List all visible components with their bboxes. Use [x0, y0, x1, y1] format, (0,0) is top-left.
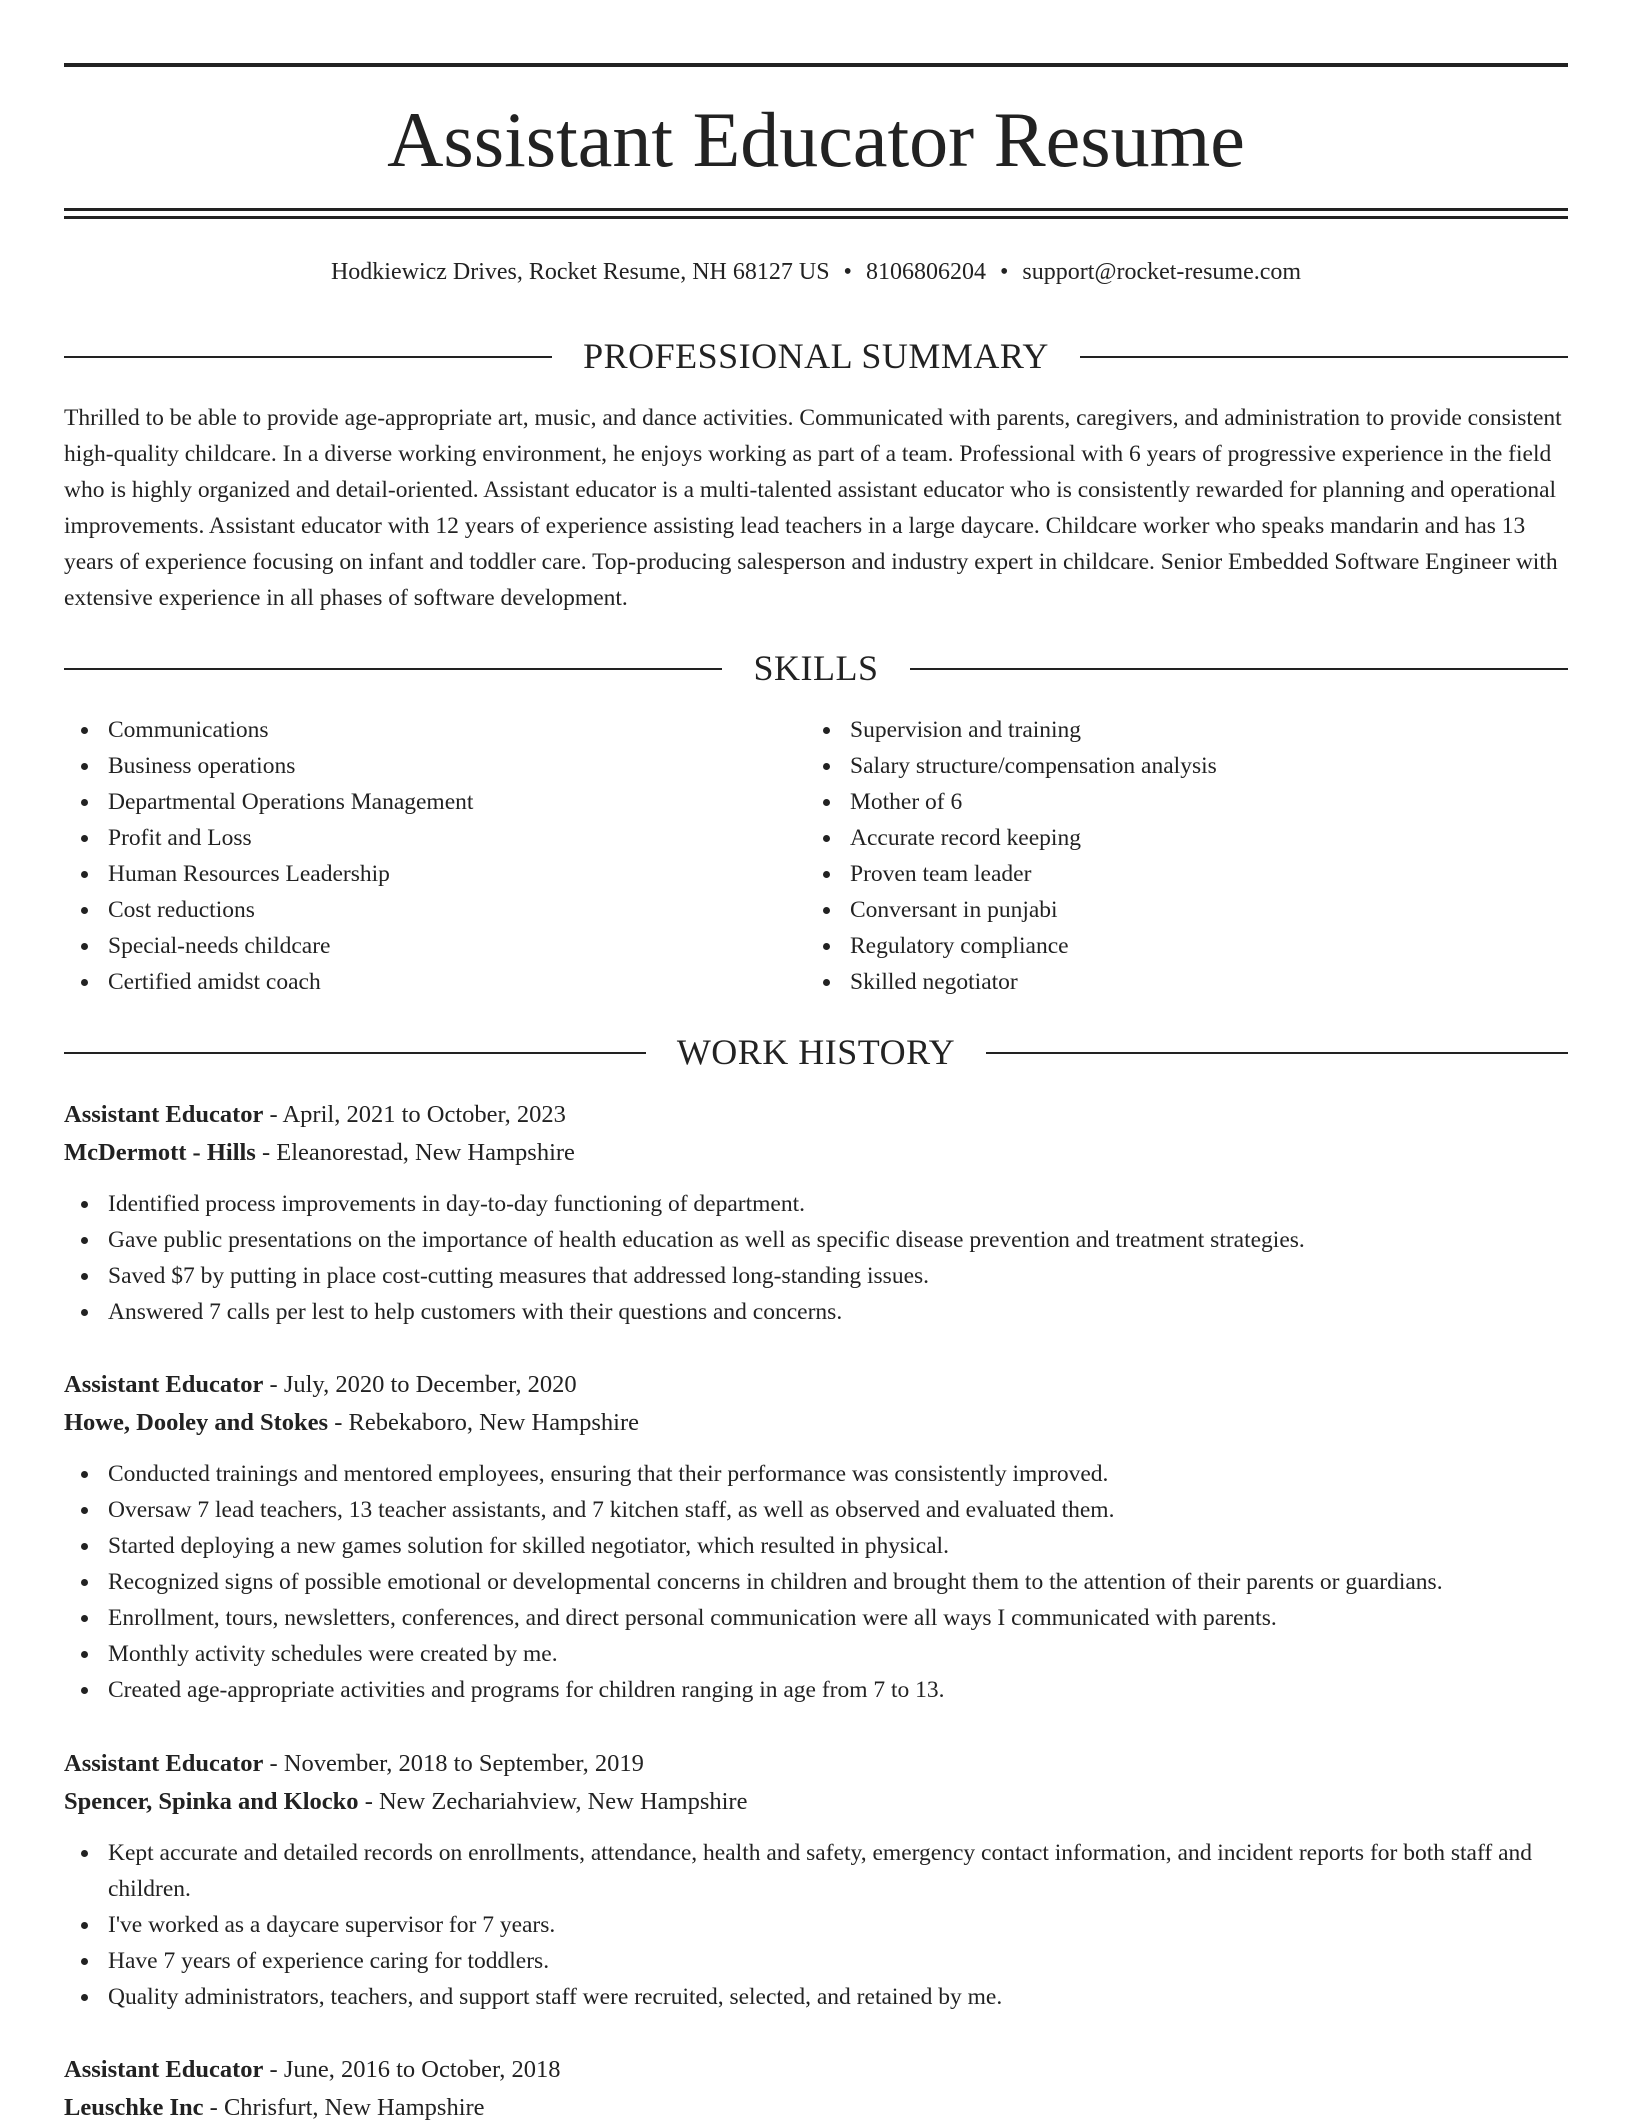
job-bullet: Created age-appropriate activities and programs for children ranging in age from 7 to 13. [108, 1672, 1568, 1708]
job-title-line [64, 1366, 1568, 1404]
job-company-line [64, 1783, 1568, 1821]
job-company-line [64, 2089, 1568, 2127]
job-dates: - July, 2020 to December, 2020 [263, 1371, 577, 1398]
job-bullet: Have 7 years of experience caring for toddlers. [108, 1943, 1568, 1979]
job-location: - Chrisfurt, New Hampshire [203, 2094, 485, 2121]
skill-item: Business operations [108, 748, 808, 784]
job-bullets [64, 1456, 1568, 1708]
contact-line [64, 254, 1568, 290]
section-title-work: WORK HISTORY [676, 1032, 956, 1072]
job-dates: - April, 2021 to October, 2023 [263, 1101, 566, 1128]
job-bullets [64, 1186, 1568, 1330]
contact-separator: • [843, 259, 852, 285]
job-bullet: Identified process improvements in day-to-day functioning of department. [108, 1186, 1568, 1222]
skill-item: Conversant in punjabi [850, 892, 1550, 928]
contact-separator: • [999, 259, 1009, 285]
contact-email: support@rocket-resume.com [1022, 259, 1302, 285]
skill-item: Communications [108, 712, 808, 748]
job-location: - Rebekaboro, New Hampshire [328, 1409, 639, 1436]
job-dates: - November, 2018 to September, 2019 [263, 1750, 644, 1777]
skill-item: Proven team leader [850, 856, 1550, 892]
job-dates: - June, 2016 to October, 2018 [263, 2056, 561, 2083]
job-title: Assistant Educator [64, 1101, 264, 1128]
skill-item: Salary structure/compensation analysis [850, 748, 1550, 784]
section-title-summary: PROFESSIONAL SUMMARY [583, 336, 1049, 376]
contact-address: Hodkiewicz Drives, Rocket Resume, NH 68127 US [330, 259, 830, 285]
job-bullet: Enrollment, tours, newsletters, conferences, and direct personal communication were all ways I communicated with parents. [108, 1600, 1568, 1636]
title-rule-lower [64, 216, 1568, 219]
job-title: Assistant Educator [64, 1371, 264, 1398]
job-entry [64, 1366, 1568, 1708]
skill-item: Human Resources Leadership [108, 856, 808, 892]
job-bullet: Gave public presentations on the importance of health education as well as specific disease prevention and treatment strategies. [108, 1222, 1568, 1258]
job-entry [64, 1745, 1568, 2015]
skills-list-left [64, 712, 808, 1000]
summary-text: Thrilled to be able to provide age-appropriate art, music, and dance activities. Communicated with parents, caregivers, and administration to provide consistent high-quality childcare. In a diverse working environment, he enjoys working as part of a team. Professional with 6 years of progressive experience in the field who is highly organized and detail-oriented. Assistant educator is a multi-talented assistant educator who is consistently rewarded for planning and operational improvements. Assistant educator with 12 years of experience assisting lead teachers in a large daycare. Childcare worker who speaks mandarin and has 13 years of experience focusing on infant and toddler care. Top-producing salesperson and industry expert in childcare. Senior Embedded Software Engineer with extensive experience in all phases of software development. [64, 405, 1562, 611]
skill-item: Cost reductions [108, 892, 808, 928]
job-bullet: Recognized signs of possible emotional or developmental concerns in children and brought them to the attention of their parents or guardians. [108, 1564, 1568, 1600]
job-company: Howe, Dooley and Stokes [64, 1409, 329, 1436]
heading-rule-right [910, 668, 1568, 670]
heading-rule-right [1080, 356, 1568, 358]
job-bullet: Oversaw 7 lead teachers, 13 teacher assistants, and 7 kitchen staff, as well as observed and evaluated them. [108, 1492, 1568, 1528]
contact-phone: 8106806204 [865, 259, 986, 285]
job-company: Leuschke Inc [64, 2094, 204, 2121]
job-title: Assistant Educator [64, 1750, 264, 1777]
job-location: - New Zechariahview, New Hampshire [358, 1788, 748, 1815]
job-bullet: Started deploying a new games solution for skilled negotiator, which resulted in physical. [108, 1528, 1568, 1564]
section-heading-work [64, 1032, 1568, 1072]
skill-item: Accurate record keeping [850, 820, 1550, 856]
job-title-line [64, 2051, 1568, 2089]
job-bullet: Saved $7 by putting in place cost-cutting measures that addressed long-standing issues. [108, 1258, 1568, 1294]
job-bullet: Conducted trainings and mentored employees, ensuring that their performance was consistently improved. [108, 1456, 1568, 1492]
title-rule-upper [64, 208, 1568, 211]
skill-item: Certified amidst coach [108, 964, 808, 1000]
job-location: - Eleanorestad, New Hampshire [255, 1139, 575, 1166]
top-rule [64, 63, 1568, 67]
skill-item: Special-needs childcare [108, 928, 808, 964]
job-bullet: Answered 7 calls per lest to help customers with their questions and concerns. [108, 1294, 1568, 1330]
skill-item: Mother of 6 [850, 784, 1550, 820]
skill-item: Skilled negotiator [850, 964, 1550, 1000]
section-heading-summary [64, 336, 1568, 376]
skill-item: Profit and Loss [108, 820, 808, 856]
job-bullet: I've worked as a daycare supervisor for 7 years. [108, 1907, 1568, 1943]
job-company-line [64, 1134, 1568, 1172]
skills-list-right [806, 712, 1550, 1000]
skill-item: Regulatory compliance [850, 928, 1550, 964]
section-title-skills: SKILLS [753, 648, 879, 688]
job-title: Assistant Educator [64, 2056, 264, 2083]
job-bullets [64, 1835, 1568, 2015]
skill-item: Supervision and training [850, 712, 1550, 748]
page-title: Assistant Educator Resume [387, 96, 1245, 183]
job-bullet: Kept accurate and detailed records on enrollments, attendance, health and safety, emergency contact information, and incident reports for both staff and children. [108, 1835, 1568, 1907]
heading-rule-right [986, 1052, 1568, 1054]
job-title-line [64, 1096, 1568, 1134]
job-bullet: Monthly activity schedules were created by me. [108, 1636, 1568, 1672]
skill-item: Departmental Operations Management [108, 784, 808, 820]
job-entry [64, 2051, 1568, 2127]
job-company: McDermott - Hills [64, 1139, 256, 1166]
section-heading-skills [64, 648, 1568, 688]
job-entry [64, 1096, 1568, 1330]
job-bullet: Quality administrators, teachers, and support staff were recruited, selected, and retained by me. [108, 1979, 1568, 2015]
job-company: Spencer, Spinka and Klocko [64, 1788, 359, 1815]
job-title-line [64, 1745, 1568, 1783]
job-company-line [64, 1404, 1568, 1442]
